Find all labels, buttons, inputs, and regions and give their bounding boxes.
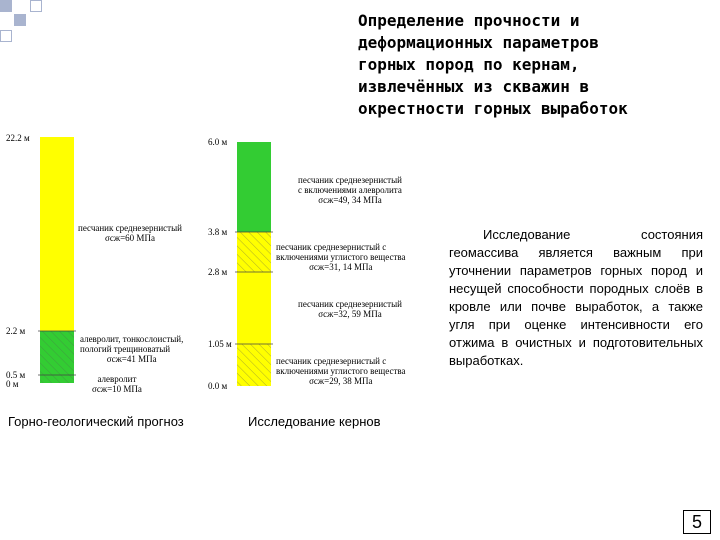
prognosis-depth-3: 0.5 м [6, 370, 26, 380]
core-layer-sandstone-coal-1-hatch [237, 232, 271, 272]
prognosis-layer-3-label [92, 374, 142, 394]
prognosis-layer-1-strength: σсж=60 МПа [105, 233, 155, 243]
core-layer-4-strength: σсж=29, 38 МПа [309, 376, 373, 386]
core-layer-4-desc: включениями углистого вещества [276, 366, 406, 376]
page-number: 5 [683, 510, 711, 534]
prognosis-depth-2: 2.2 м [6, 326, 26, 336]
core-layer-sandstone [237, 272, 271, 344]
core-layer-1-desc: с включениями алевролита [298, 185, 402, 195]
corner-square-2 [14, 14, 26, 26]
core-layer-2-label [276, 242, 406, 272]
core-depth-bottom: 0.0 м [208, 381, 228, 391]
core-layer-2-desc: включениями углистого вещества [276, 252, 406, 262]
core-layer-1-label [298, 175, 402, 205]
core-layer-4-name: песчаник среднезернистый с [276, 356, 387, 366]
core-layer-2-name: песчаник среднезернистый с [276, 242, 387, 252]
corner-square-4 [0, 30, 12, 42]
core-layer-3-strength: σсж=32, 59 МПа [318, 309, 382, 319]
prognosis-layer-siltstone-1-hatch [40, 331, 74, 375]
prognosis-layer-2-desc: пологий трещиноватый [80, 344, 171, 354]
core-layer-1-strength: σсж=49, 34 МПа [318, 195, 382, 205]
core-layer-3-label [298, 299, 402, 319]
core-depth-2: 3.8 м [208, 227, 228, 237]
caption-cores: Исследование кернов [248, 414, 381, 429]
prognosis-layer-1-label [78, 223, 182, 243]
prognosis-layer-3-strength: σсж=10 МПа [92, 384, 142, 394]
prognosis-depth-bottom: 0 м [6, 379, 19, 389]
core-layer-4-label [276, 356, 406, 386]
corner-square-1 [0, 0, 12, 12]
title-line-3: горных пород по кернам, [358, 55, 580, 74]
core-depth-3: 2.8 м [208, 267, 228, 277]
prognosis-layer-2-name: алевролит, тонкослоистый, [80, 334, 184, 344]
prognosis-layer-sandstone [40, 137, 74, 331]
title-line-1: Определение прочности и [358, 11, 580, 30]
stratigraphic-figure [0, 128, 440, 394]
prognosis-layer-2-strength: σсж=41 МПа [106, 354, 157, 364]
title-line-5: окрестности горных выработок [358, 99, 628, 118]
prognosis-depth-top: 22.2 м [6, 133, 30, 143]
core-depth-4: 1.05 м [208, 339, 232, 349]
core-layer-sandstone-siltstone [237, 142, 271, 232]
description-paragraph: Исследование состояния геомассива является важным при уточнении параметров горных пород и несущей способности породных слоёв в кровле или почве выработок, а также угля при оценке интенсивности его отжима в очистных и подготовительных выработках. [449, 227, 703, 368]
core-layer-3-name: песчаник среднезернистый [298, 299, 402, 309]
corner-square-3 [30, 0, 42, 12]
core-layer-sandstone-coal-2-hatch [237, 344, 271, 386]
prognosis-layer-2-label [80, 334, 183, 364]
core-layer-1-name: песчаник среднезернистый [298, 175, 402, 185]
title-line-4: извлечённых из скважин в [358, 77, 590, 96]
caption-prognosis: Горно-геологический прогноз [8, 414, 184, 429]
core-depth-top: 6.0 м [208, 137, 228, 147]
slide-title [358, 10, 688, 120]
core-layer-2-strength: σсж=31, 14 МПа [309, 262, 373, 272]
prognosis-layer-1-name: песчаник среднезернистый [78, 223, 182, 233]
prognosis-layer-siltstone-2-hatch [40, 375, 74, 383]
title-line-2: деформационных параметров [358, 33, 599, 52]
prognosis-layer-3-name: алевролит [97, 374, 137, 384]
